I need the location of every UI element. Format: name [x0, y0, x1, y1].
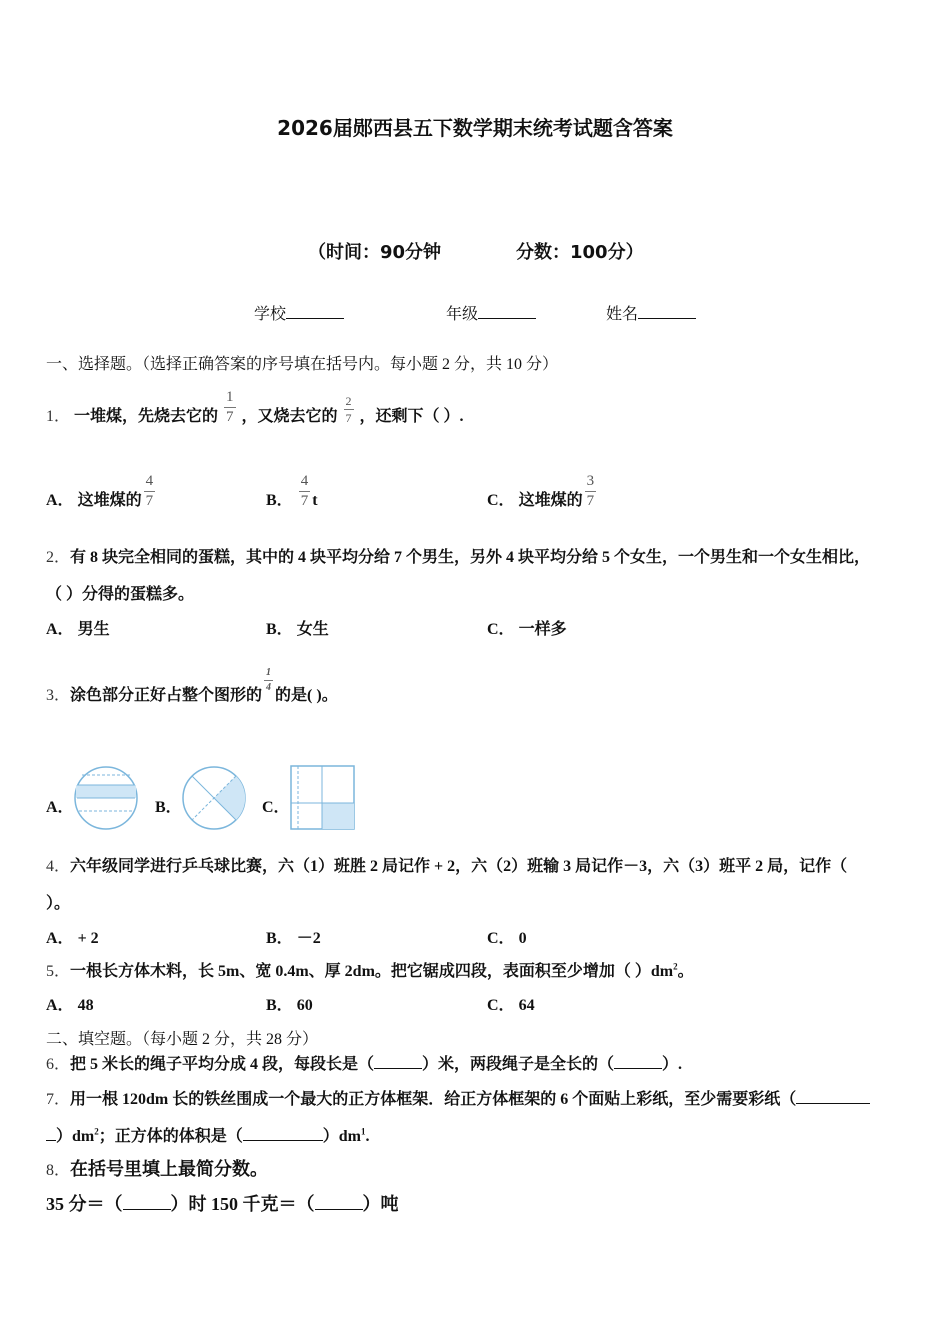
fraction-one-quarter: $\frac{1}{4}$ — [266, 666, 272, 693]
q7-answer-blank-1-cont[interactable] — [46, 1128, 56, 1141]
q3-option-a-label[interactable]: A． — [46, 799, 74, 816]
q1-option-c[interactable]: C． 这堆煤的 $\frac{3}{7}$ — [487, 473, 595, 510]
question-2-line1: 2．有 8 块完全相同的蛋糕，其中的 4 块平均分给 7 个男生，另外 4 块平均分给 5 个女生，一个男生和一个女生相比， — [46, 549, 871, 566]
q7-answer-blank-1[interactable] — [796, 1091, 870, 1104]
grade-field — [446, 301, 536, 324]
question-6: 6．把 5 米长的绳子平均分成 4 段，每段长是（ ）米，两段绳子是全长的（ ）. — [46, 1056, 683, 1073]
question-3: 3．涂色部分正好占整个图形的 $\frac{1}{4}$ 的是( )。 — [46, 666, 338, 704]
q4-option-b[interactable]: B． －2 — [266, 930, 321, 947]
square-quarter-figure[interactable] — [290, 765, 356, 831]
q2-option-a[interactable]: A． 男生 — [46, 621, 110, 638]
grade-blank[interactable] — [478, 304, 536, 319]
q3-option-b-label[interactable]: B． — [155, 799, 182, 816]
q5-option-c[interactable]: C． 64 — [487, 997, 535, 1014]
q6-answer-blank-1[interactable] — [374, 1056, 422, 1069]
q1-option-b[interactable]: B． $\frac{4}{7}$ t — [266, 473, 318, 510]
name-label: 姓名 — [606, 306, 639, 323]
fraction-four-sevenths: $\frac{4}{7}$ — [300, 473, 309, 509]
exam-score: 分数：100分） — [516, 242, 644, 263]
q1-text-part2: ，又烧去它的 — [241, 408, 338, 426]
fraction-four-sevenths: $\frac{4}{7}$ — [145, 473, 154, 509]
circle-band-figure[interactable] — [72, 764, 140, 832]
section-2-heading: 二、填空题。（每小题 2 分，共 28 分） — [46, 1031, 319, 1048]
circle-quarter-figure[interactable] — [180, 764, 248, 832]
question-7-line1: 7．用一根 120dm 长的铁丝围成一个最大的正方体框架．给正方体框架的 6 个面贴上彩纸，至少需要彩纸（ — [46, 1086, 870, 1109]
name-blank[interactable] — [638, 304, 696, 319]
q1-text-part3: ，还剩下（ ）. — [359, 408, 464, 426]
school-field — [254, 301, 344, 324]
q7-answer-blank-2[interactable] — [243, 1128, 323, 1141]
q6-answer-blank-2[interactable] — [614, 1056, 662, 1069]
q1-text-part1: 一堆煤，先烧去它的 — [74, 408, 219, 426]
q3-option-c-label[interactable]: C． — [262, 799, 290, 816]
question-number: 1． — [46, 408, 71, 426]
grade-label: 年级 — [446, 306, 479, 323]
fraction-three-sevenths: $\frac{3}{7}$ — [586, 473, 595, 509]
section-1-heading: 一、选择题。（选择正确答案的序号填在括号内。每小题 2 分，共 10 分） — [46, 356, 559, 373]
school-label: 学校 — [254, 306, 287, 323]
q8-answer-blank-2[interactable] — [315, 1197, 363, 1210]
q1-option-a[interactable]: A． 这堆煤的 $\frac{4}{7}$ — [46, 473, 154, 510]
question-5: 5．一根长方体木料，长 5m、宽 0.4m、厚 2dm。把它锯成四段，表面积至少增加（ ）$dm^2$。 — [46, 961, 694, 980]
q2-option-c[interactable]: C． 一样多 — [487, 621, 567, 638]
question-8-conversions: 35 分＝（ ）时 150 千克＝（ ）吨 — [46, 1194, 399, 1214]
q2-option-b[interactable]: B． 女生 — [266, 621, 329, 638]
q8-answer-blank-1[interactable] — [123, 1197, 171, 1210]
question-2-line2: （ ）分得的蛋糕多。 — [46, 586, 195, 603]
question-4-line1: 4．六年级同学进行乒乓球比赛，六（1）班胜 2 局记作 + 2，六（2）班输 3 局记作－3，六（3）班平 2 局，记作（ — [46, 858, 848, 875]
q4-option-c[interactable]: C． 0 — [487, 930, 527, 947]
fraction-one-seventh: $\frac{1}{7}$ — [226, 389, 234, 425]
school-blank[interactable] — [286, 304, 344, 319]
fraction-two-sevenths: $\frac{2}{7}$ — [345, 394, 352, 425]
page-title: 2026届郧西县五下数学期末统考试题含答案 — [277, 116, 673, 140]
question-1 — [46, 389, 464, 435]
exam-time: （时间：90分钟 — [308, 242, 442, 263]
q5-option-b[interactable]: B． 60 — [266, 997, 313, 1014]
name-field — [606, 301, 696, 324]
question-7-line2: ）$dm^2$；正方体的体积是（ ）$dm^1$. — [46, 1123, 369, 1146]
question-8: 8．在括号里填上最简分数。 — [46, 1159, 269, 1179]
q4-option-a[interactable]: A． + 2 — [46, 930, 99, 947]
q5-option-a[interactable]: A． 48 — [46, 997, 94, 1014]
question-4-line2: ）。 — [46, 895, 71, 912]
